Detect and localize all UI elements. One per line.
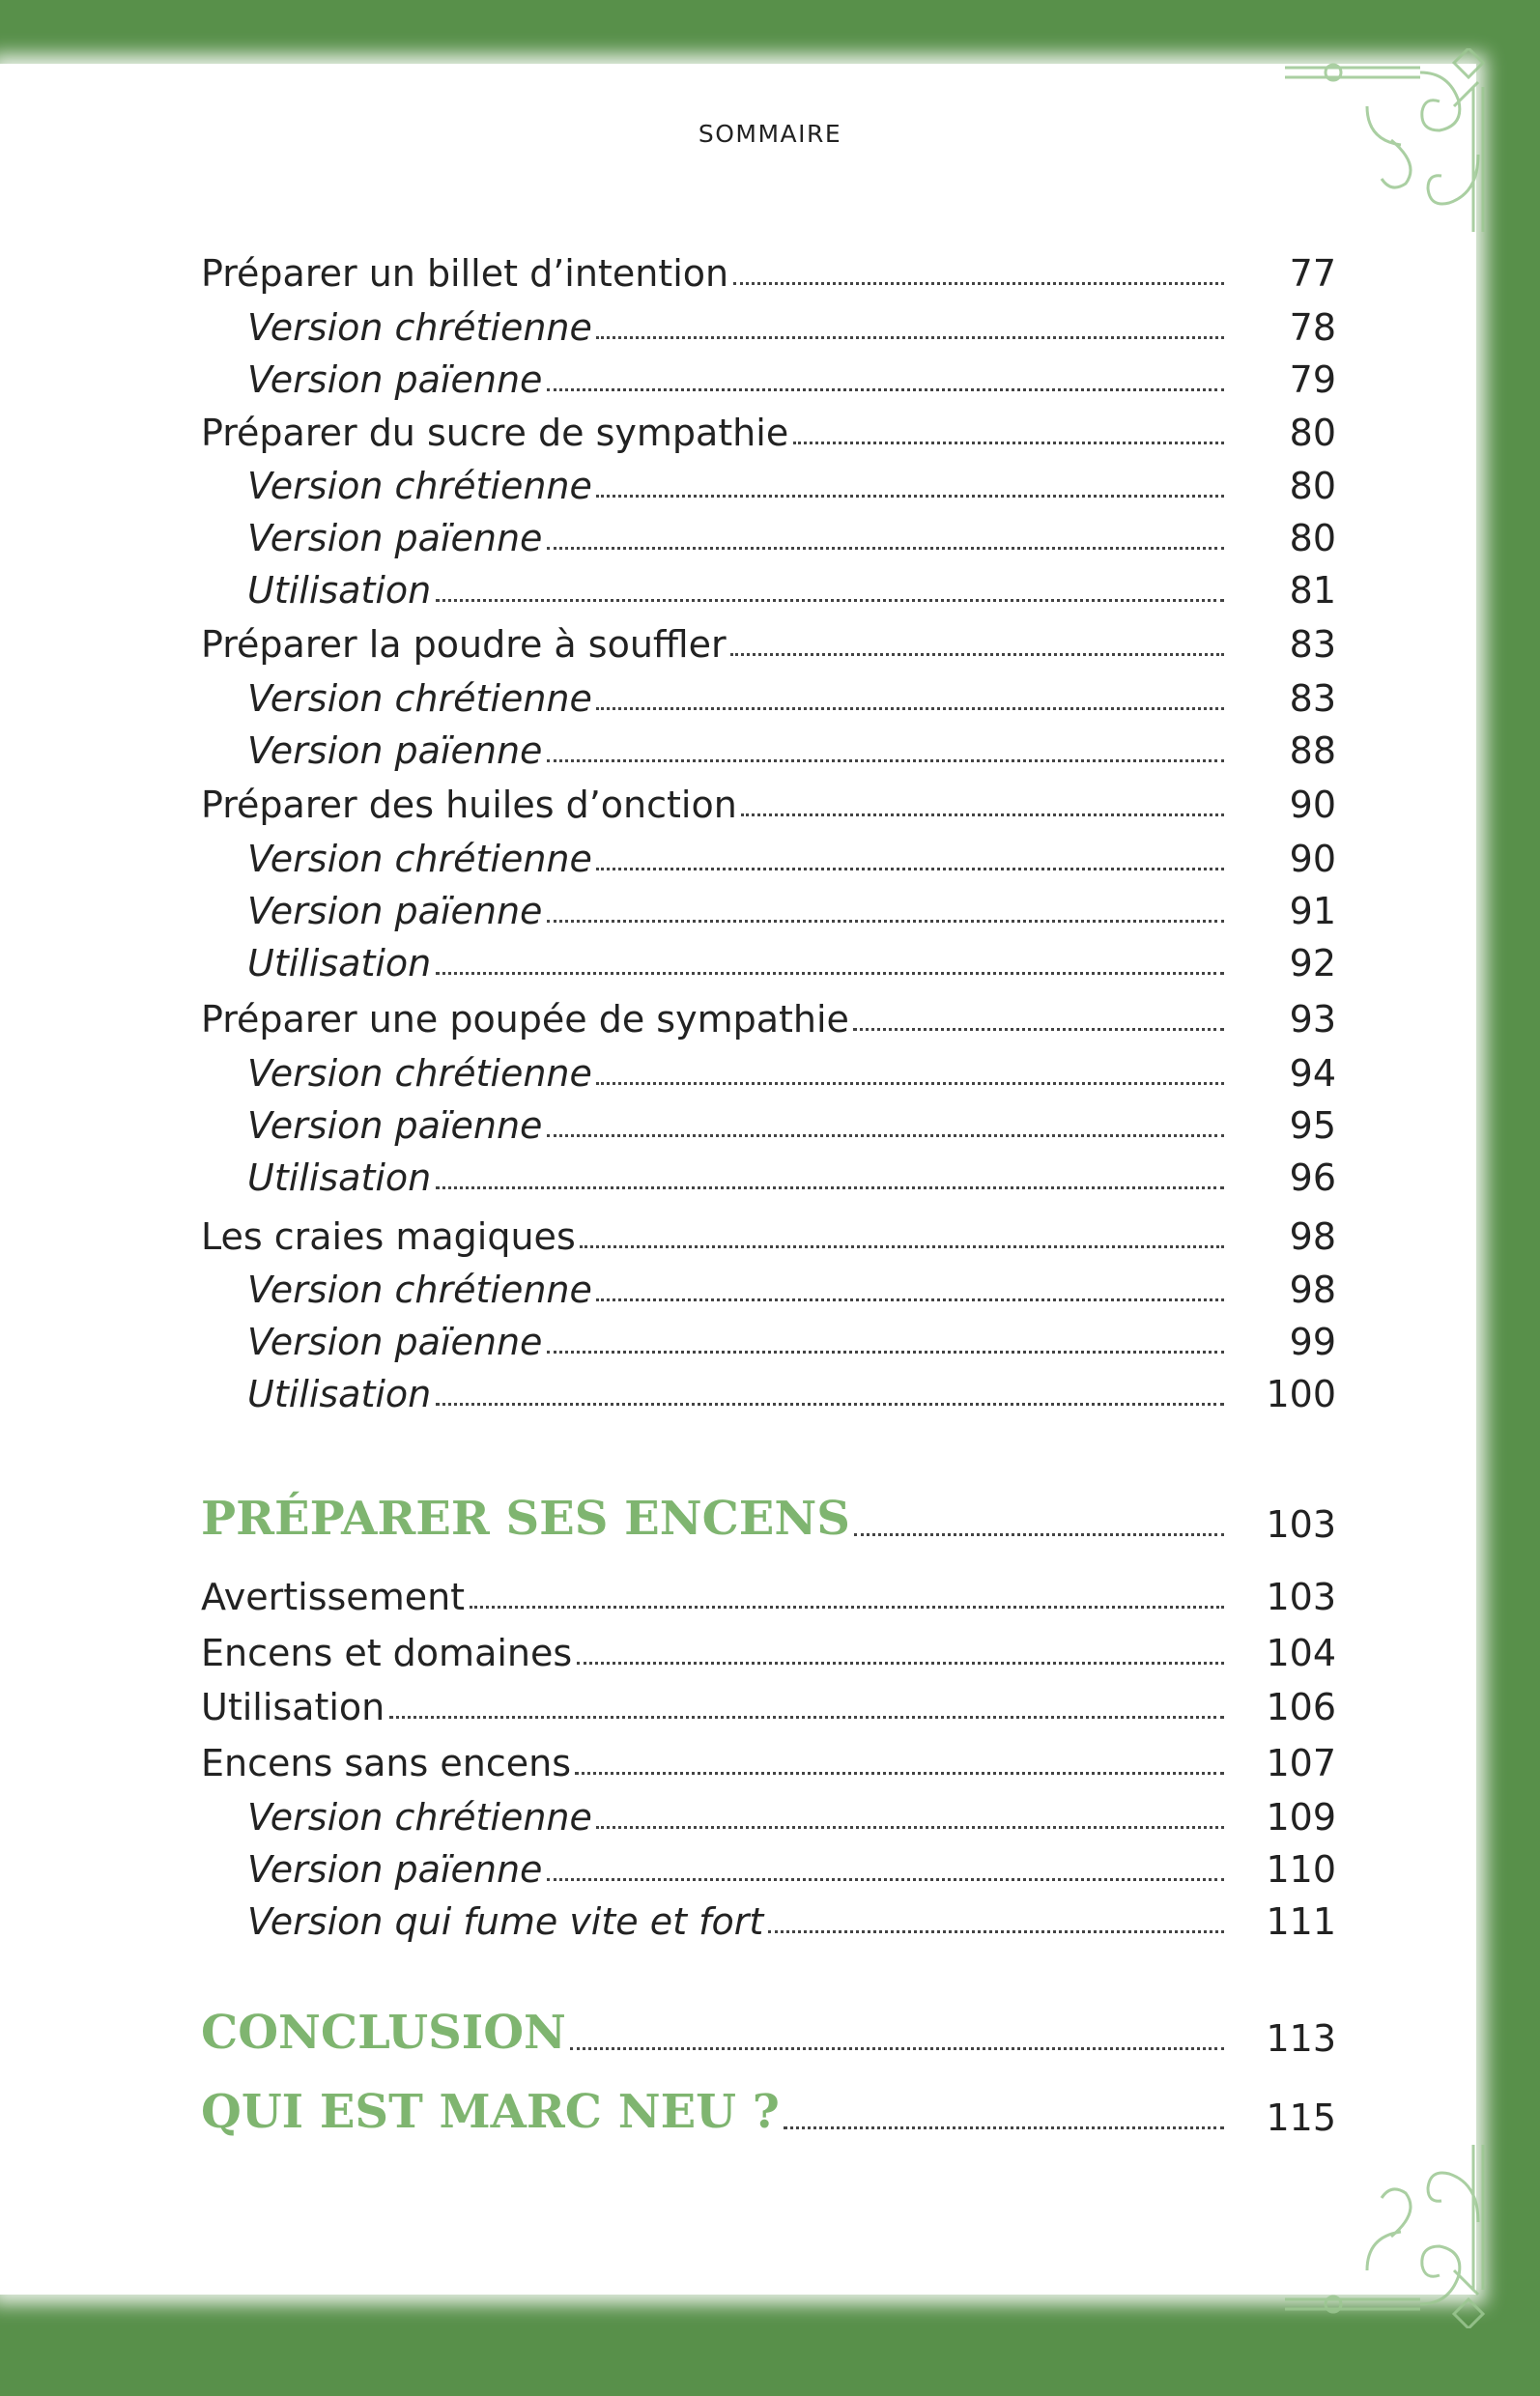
toc-entry-page: 83: [1289, 623, 1336, 666]
toc-entry-page: 94: [1289, 1052, 1336, 1095]
toc-entry-title: Encens et domaines: [201, 1632, 573, 1674]
toc-entry: [247, 557, 1336, 612]
toc-entry-title: Encens sans encens: [201, 1742, 571, 1784]
toc-entry: [201, 1564, 1336, 1618]
dot-leader: [547, 1878, 1224, 1881]
toc-entry: [247, 1309, 1336, 1363]
toc-entry-title: Utilisation: [247, 1373, 432, 1415]
toc-entry-page: 95: [1289, 1104, 1336, 1147]
toc-entry: [247, 347, 1336, 401]
toc-entry: [201, 1480, 1336, 1546]
toc-entry: [247, 1784, 1336, 1839]
dot-leader: [793, 442, 1224, 444]
dot-leader: [580, 1245, 1224, 1248]
toc-entry-page: 77: [1289, 252, 1336, 295]
toc-entry-page: 90: [1289, 838, 1336, 880]
toc-entry-page: 79: [1289, 358, 1336, 401]
toc-entry-title: Version païenne: [247, 1104, 543, 1147]
toc-entry-page: 81: [1289, 569, 1336, 612]
dot-leader: [547, 759, 1224, 762]
toc-entry-title: Version chrétienne: [247, 306, 592, 349]
toc-entry-page: 106: [1266, 1686, 1336, 1728]
dot-leader: [730, 653, 1224, 656]
toc-entry-title: Préparer la poudre à souffler: [201, 623, 727, 666]
toc-entry: [201, 1620, 1336, 1674]
dot-leader: [733, 282, 1224, 285]
toc-entry: [247, 826, 1336, 880]
toc-entry-page: 98: [1289, 1215, 1336, 1258]
dot-leader: [596, 1082, 1224, 1085]
toc-entry-page: 107: [1266, 1742, 1336, 1784]
toc-entry-title: Version qui fume vite et fort: [247, 1900, 764, 1943]
toc-entry-page: 103: [1266, 1576, 1336, 1618]
toc-entry-title: Préparer un billet d’intention: [201, 252, 729, 295]
toc-entry: [247, 1257, 1336, 1311]
toc-entry-page: 83: [1289, 677, 1336, 720]
toc-entry: [201, 612, 1336, 666]
toc-entry: [201, 1674, 1336, 1728]
toc-entry-title: CONCLUSION: [201, 2006, 566, 2060]
toc-entry-title: Version païenne: [247, 1848, 543, 1891]
dot-leader: [547, 1351, 1224, 1354]
toc-entry-title: Version chrétienne: [247, 677, 592, 720]
toc-entry-page: 88: [1289, 729, 1336, 772]
toc-entry-page: 90: [1289, 784, 1336, 826]
dot-leader: [547, 920, 1224, 923]
toc-entry-page: 96: [1289, 1156, 1336, 1199]
dot-leader: [768, 1930, 1224, 1933]
toc-entry-title: PRÉPARER SES ENCENS: [201, 1492, 850, 1546]
toc-entry: [247, 878, 1336, 932]
toc-entry-title: Utilisation: [247, 1156, 432, 1199]
toc-entry-title: Version chrétienne: [247, 465, 592, 507]
toc-entry: [247, 1361, 1336, 1415]
running-head: SOMMAIRE: [698, 120, 842, 148]
toc-entry-page: 80: [1289, 465, 1336, 507]
toc-entry-title: Préparer du sucre de sympathie: [201, 412, 789, 454]
dot-leader: [577, 1662, 1224, 1665]
dot-leader: [596, 1298, 1224, 1301]
toc-entry-page: 113: [1266, 2017, 1336, 2060]
toc-entry-title: Version païenne: [247, 729, 543, 772]
dot-leader: [596, 1826, 1224, 1829]
dot-leader: [436, 1186, 1224, 1189]
toc-entry-page: 111: [1266, 1900, 1336, 1943]
toc-entry-page: 115: [1266, 2096, 1336, 2139]
dot-leader: [436, 599, 1224, 602]
toc-entry: [247, 295, 1336, 349]
dot-leader: [596, 868, 1224, 870]
toc-entry-title: Utilisation: [247, 569, 432, 612]
dot-leader: [596, 495, 1224, 498]
toc-entry: [201, 241, 1336, 295]
toc-entry: [247, 1093, 1336, 1147]
toc-entry-page: 104: [1266, 1632, 1336, 1674]
dot-leader: [575, 1772, 1224, 1775]
toc-entry-title: Version chrétienne: [247, 1052, 592, 1095]
toc-entry: [247, 1041, 1336, 1095]
dot-leader: [436, 972, 1224, 975]
toc-entry: [247, 1837, 1336, 1891]
toc-entry-title: Avertissement: [201, 1576, 466, 1618]
toc-entry-title: Version païenne: [247, 517, 543, 559]
toc-entry: [201, 986, 1336, 1041]
dot-leader: [547, 1134, 1224, 1137]
toc-entry-page: 78: [1289, 306, 1336, 349]
toc-entry: [201, 772, 1336, 826]
toc-entry-page: 100: [1266, 1373, 1336, 1415]
dot-leader: [547, 547, 1224, 550]
toc-entry: [247, 1889, 1336, 1943]
dot-leader: [547, 388, 1224, 391]
dot-leader: [470, 1606, 1224, 1609]
toc-entry: [247, 505, 1336, 559]
toc-entry: [201, 1204, 1336, 1258]
toc-entry-title: Version païenne: [247, 358, 543, 401]
toc-entry-page: 91: [1289, 890, 1336, 932]
toc-entry-page: 80: [1289, 412, 1336, 454]
dot-leader: [436, 1403, 1224, 1406]
toc-entry-title: Version chrétienne: [247, 1796, 592, 1839]
toc-entry-page: 98: [1289, 1269, 1336, 1311]
toc-entry: [247, 718, 1336, 772]
toc-entry-title: Version païenne: [247, 1321, 543, 1363]
toc-entry-title: Version chrétienne: [247, 1269, 592, 1311]
toc-entry: [247, 1145, 1336, 1199]
toc-entry-title: Utilisation: [201, 1686, 385, 1728]
dot-leader: [389, 1716, 1224, 1719]
toc-entry-title: Préparer une poupée de sympathie: [201, 998, 849, 1041]
toc-entry-page: 110: [1266, 1848, 1336, 1891]
toc-entry-page: 80: [1289, 517, 1336, 559]
toc-entry-page: 103: [1266, 1503, 1336, 1546]
toc-entry-page: 99: [1289, 1321, 1336, 1363]
dot-leader: [784, 2126, 1224, 2129]
toc-entry-page: 92: [1289, 942, 1336, 984]
toc-entry-title: Version païenne: [247, 890, 543, 932]
toc-entry: [201, 400, 1336, 454]
dot-leader: [596, 707, 1224, 710]
toc-entry-page: 109: [1266, 1796, 1336, 1839]
toc-entry-title: Préparer des huiles d’onction: [201, 784, 737, 826]
toc-entry: [201, 1994, 1336, 2060]
dot-leader: [854, 1533, 1224, 1536]
dot-leader: [596, 336, 1224, 339]
toc-entry: [247, 666, 1336, 720]
toc-entry: [247, 930, 1336, 984]
dot-leader: [570, 2047, 1224, 2050]
dot-leader: [853, 1028, 1224, 1031]
toc-entry: [201, 2073, 1336, 2139]
toc-entry-page: 93: [1289, 998, 1336, 1041]
toc-entry-title: Les craies magiques: [201, 1215, 576, 1258]
toc-entry-title: QUI EST MARC NEU ?: [201, 2085, 780, 2139]
dot-leader: [741, 813, 1224, 816]
toc-entry: [201, 1730, 1336, 1784]
toc-entry: [247, 453, 1336, 507]
toc-entry-title: Version chrétienne: [247, 838, 592, 880]
toc-entry-title: Utilisation: [247, 942, 432, 984]
